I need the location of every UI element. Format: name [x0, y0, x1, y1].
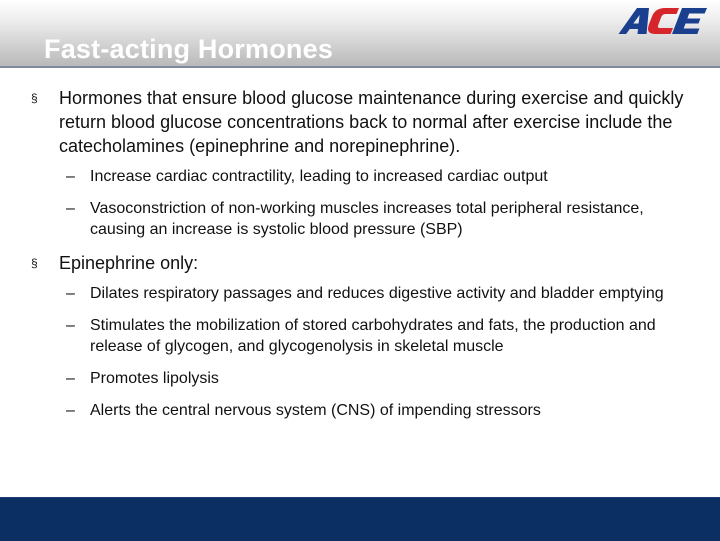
bullet-text: Epinephrine only:	[59, 253, 199, 273]
dash-bullet-icon: –	[66, 317, 75, 334]
dash-bullet-icon: –	[66, 370, 75, 387]
slide-title: Fast-acting Hormones	[44, 34, 334, 64]
dash-bullet-icon: –	[66, 285, 75, 302]
slide-body	[0, 86, 720, 432]
bullet-catecholamines	[0, 86, 720, 158]
dash-bullet-icon: –	[66, 402, 75, 419]
sub-bullet-text: Promotes lipolysis	[90, 370, 219, 387]
bullet-text: Hormones that ensure blood glucose maintenance during exercise and quickly return blood glucose concentrations back to normal after exercise include the catecholamines (epinephrine and norepinephrine).	[59, 88, 684, 156]
header-divider	[0, 66, 720, 68]
ace-logo-mark	[612, 4, 716, 42]
bullet-epinephrine-only	[0, 251, 720, 275]
sub-bullet-vasoconstriction	[0, 198, 720, 240]
sub-bullet-text: Stimulates the mobilization of stored carbohydrates and fats, the production and release of glycogen, and glycogenolysis in skeletal muscle	[90, 317, 656, 355]
sub-bullet-text: Dilates respiratory passages and reduces digestive activity and bladder emptying	[90, 285, 664, 302]
square-bullet-icon: §	[31, 91, 38, 105]
sub-bullet-text: Vasoconstriction of non-working muscles increases total peripheral resistance, causing an increase is systolic blood pressure (SBP)	[90, 200, 644, 238]
sub-bullet-text: Alerts the central nervous system (CNS) of impending stressors	[90, 402, 541, 419]
ace-logo	[612, 4, 716, 42]
sub-bullet-mobilization	[0, 315, 720, 357]
footer-bar	[0, 497, 720, 541]
square-bullet-icon: §	[31, 256, 38, 270]
sub-bullet-respiratory	[0, 283, 720, 304]
sub-bullet-text: Increase cardiac contractility, leading to increased cardiac output	[90, 168, 548, 185]
sub-bullet-cardiac	[0, 166, 720, 187]
sub-bullet-lipolysis	[0, 368, 720, 389]
dash-bullet-icon: –	[66, 200, 75, 217]
sub-bullet-cns	[0, 400, 720, 421]
dash-bullet-icon: –	[66, 168, 75, 185]
slide-header	[0, 0, 720, 66]
